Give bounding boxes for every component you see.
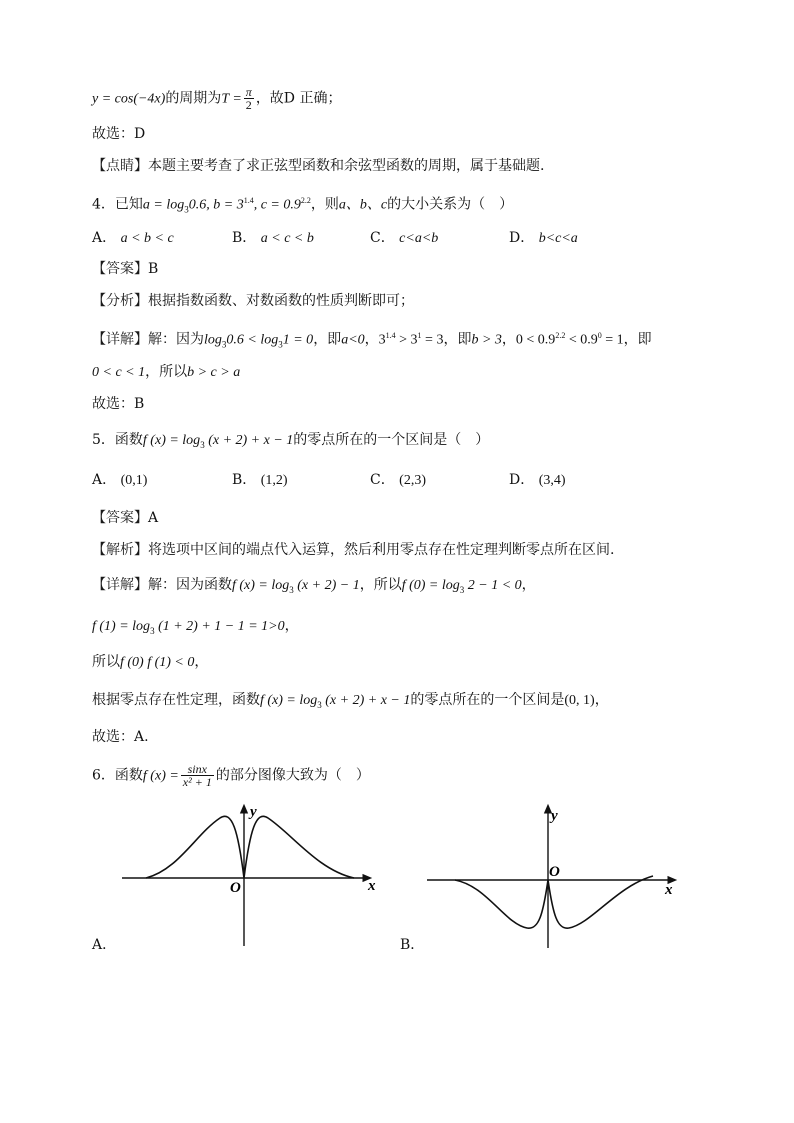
graph-b — [425, 802, 685, 952]
q4-answer: 【答案】B — [92, 261, 159, 277]
q5-option-d: D． (3,4) — [509, 472, 566, 488]
graph-a — [118, 800, 383, 950]
q4-option-b: B． a < c < b — [232, 230, 314, 246]
q5-option-c: C． (2,3) — [370, 472, 426, 488]
prev-choose: 故选：D — [92, 126, 146, 142]
q6-fraction: $\frac{\sin x}{\text{x² + 1}}$ — [182, 762, 212, 789]
q5-xiangjie-line4: 根据零点存在性定理，函数f $(x) = \log_3 (x + 2) + x - 1$的零点所在的一个区间是(0, 1)， — [92, 692, 609, 710]
q5-xiangjie-line3: 所以f (0) f (1) < 0， — [92, 654, 209, 670]
graph-b-svg — [425, 802, 685, 952]
graph-b-curve — [455, 876, 653, 928]
q5-xiangjie-line1: 【详解】解：因为函数f $(x) = \log_3 (x + 2) - 1$，所以f $(0) = \log_3 2 - 1 < 0$， — [92, 577, 536, 595]
graph-b-label: B． — [400, 937, 425, 953]
pi-over-2: $\frac{\pi}{2}$ — [245, 85, 252, 112]
q4-stem: 4．已知$a = \log_30.6$, $b = 3^{1.4}$, $c = 0.9^{2.2}$，则a、b、c的大小关系为（ ） — [92, 196, 514, 215]
dianjing-tag: 【点睛】 — [92, 158, 148, 174]
graph-a-svg — [118, 800, 383, 950]
q4-xiangjie-line2: 0 < c < 1，所以b > c > a — [92, 364, 241, 380]
q4-option-a: A． a < b < c — [92, 230, 174, 246]
graph-a-label: A． — [92, 937, 117, 953]
q5-jiexi: 【解析】将选项中区间的端点代入运算，然后利用零点存在性定理判断零点所在区间. — [92, 542, 615, 558]
graph-a-origin: O — [230, 880, 241, 896]
q4-fenxi: 【分析】根据指数函数、对数函数的性质判断即可； — [92, 293, 414, 309]
graph-a-curve — [146, 816, 354, 878]
cos-expression: y = cos(−4x) — [92, 91, 166, 107]
graph-b-origin: O — [549, 864, 560, 880]
q4-option-c: C． c<a<b — [370, 230, 439, 246]
q5-option-a: A． (0,1) — [92, 472, 148, 488]
q5-xiangjie-line2: f $(1) = \log_3 (1 + 2) + 1 - 1 = 1>0$， — [92, 618, 299, 636]
graph-b-y-label: y — [551, 808, 558, 824]
graph-b-x-label: x — [665, 882, 673, 898]
q6-stem: 6．函数f (x) = $\frac{\sin x}{\text{x² + 1}}$ 的部分图像大致为（ ） — [92, 762, 370, 789]
graph-a-x-label: x — [368, 878, 376, 894]
q5-answer: 【答案】A — [92, 510, 159, 526]
q5-choose: 故选：A. — [92, 729, 149, 745]
prev-answer-line: y = cos(−4x)的周期为T = $\frac{\pi}{2}$ ，故D 正确； — [92, 85, 342, 112]
dianjing-line: 【点睛】本题主要考查了求正弦型函数和余弦型函数的周期，属于基础题. — [92, 158, 545, 174]
q4-option-d: D． b<c<a — [509, 230, 578, 246]
q4-choose: 故选：B — [92, 396, 145, 412]
graph-a-y-label: y — [250, 804, 257, 820]
q5-stem: 5．函数f $(x) = \log_3 (x + 2) + x - 1$的零点所在的一个区间是（ ） — [92, 432, 490, 450]
q4-xiangjie-line1: 【详解】解：因为$\log_30.6 < \log_31 = 0$，即a<0，$3^{1.4} > 3^1 = 3$，即b > 3，$0 < 0.9^{2.2} < 0.9^0 = 1$，即 — [92, 331, 652, 350]
q5-option-b: B． (1,2) — [232, 472, 288, 488]
